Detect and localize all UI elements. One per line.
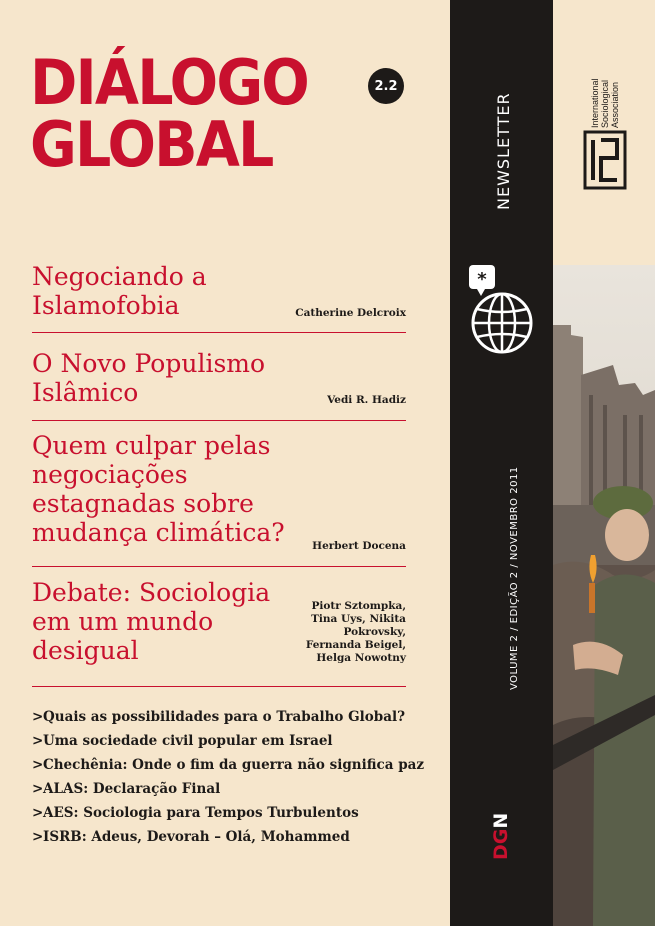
dgn-letter-g: G	[490, 828, 512, 845]
list-item[interactable]	[32, 801, 427, 825]
divider	[32, 686, 406, 687]
list-item[interactable]	[32, 753, 427, 777]
title-line-2: GLOBAL	[30, 108, 273, 181]
article-1[interactable]	[32, 262, 406, 324]
arrow-icon: >	[32, 829, 44, 845]
link-text[interactable]: Uma sociedade civil popular em Israel	[43, 733, 333, 749]
svg-text:*: *	[477, 269, 487, 290]
volume-label: VOLUME 2 / EDIÇÃO 2 / NOVEMBRO 2011	[509, 466, 520, 690]
link-text[interactable]: ISRB: Adeus, Devorah – Olá, Mohammed	[43, 829, 350, 845]
dgn-letter-d: D	[490, 844, 512, 860]
cover-photo	[553, 265, 655, 926]
list-item[interactable]	[32, 825, 427, 849]
article-1-title[interactable]: Negociando a Islamofobia	[32, 262, 207, 320]
article-3[interactable]	[32, 431, 406, 557]
list-item[interactable]	[32, 729, 427, 753]
link-text[interactable]: ALAS: Declaração Final	[43, 781, 221, 797]
isa-name	[590, 78, 620, 128]
divider	[32, 566, 406, 567]
list-item[interactable]	[32, 705, 427, 729]
isa-line-2: Sociological	[600, 79, 610, 128]
dgn-logo	[490, 813, 512, 860]
issue-badge: 2.2	[368, 68, 404, 104]
isa-logo-icon	[583, 130, 627, 190]
newsletter-label: NEWSLETTER	[494, 92, 513, 210]
article-4-title[interactable]: Debate: Sociologia em um mundo desigual	[32, 578, 271, 665]
article-2-author: Vedi R. Hadiz	[327, 394, 406, 406]
list-item[interactable]	[32, 777, 427, 801]
article-2[interactable]	[32, 349, 406, 411]
article-4-authors: Piotr Sztompka, Tina Uys, Nikita Pokrovsky, Fernanda Beigel, Helga Nowotny	[305, 600, 406, 664]
arrow-icon: >	[32, 757, 44, 773]
links-list	[32, 705, 427, 849]
link-text[interactable]: AES: Sociologia para Tempos Turbulentos	[43, 805, 359, 821]
divider	[32, 420, 406, 421]
arrow-icon: >	[32, 805, 44, 821]
title-line-1: DIÁLOGO	[30, 46, 308, 119]
divider	[32, 332, 406, 333]
arrow-icon: >	[32, 709, 44, 725]
isa-line-1: International	[590, 78, 600, 128]
arrow-icon: >	[32, 781, 44, 797]
globe-icon	[467, 265, 537, 360]
link-text[interactable]: Quais as possibilidades para o Trabalho Global?	[43, 709, 406, 725]
article-2-title[interactable]: O Novo Populismo Islâmico	[32, 349, 266, 407]
article-1-author: Catherine Delcroix	[295, 307, 406, 319]
article-4[interactable]	[32, 578, 406, 668]
article-3-author: Herbert Docena	[312, 540, 406, 552]
arrow-icon: >	[32, 733, 44, 749]
link-text[interactable]: Chechênia: Onde o fim da guerra não significa paz	[43, 757, 425, 773]
masthead-title	[30, 46, 308, 181]
isa-line-3: Association	[610, 81, 620, 128]
dgn-letter-n: N	[490, 812, 512, 829]
article-3-title[interactable]: Quem culpar pelas negociações estagnadas sobre mudança climática?	[32, 431, 285, 547]
